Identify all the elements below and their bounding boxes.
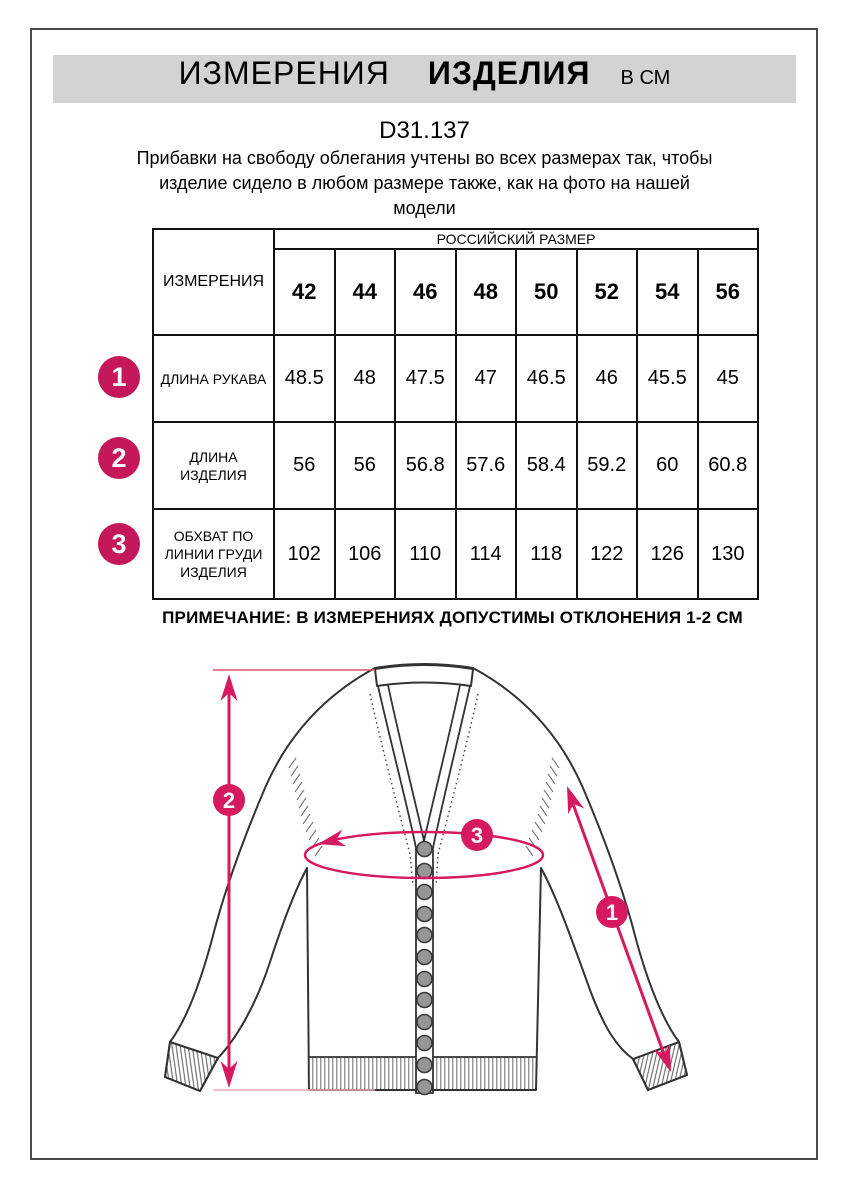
svg-text:3: 3 (470, 823, 484, 848)
cardigan-measurement-diagram (0, 640, 849, 1110)
row-label: ДЛИНА РУКАВА (153, 335, 274, 422)
cell-value: 46 (577, 335, 638, 422)
size-header: 42 (274, 249, 335, 335)
cell-value: 56 (335, 422, 396, 509)
hem-rib-left (309, 1057, 416, 1089)
cell-value: 122 (577, 509, 638, 599)
fit-description-line-3: модели (393, 198, 456, 218)
table-row-chest-girth (153, 509, 758, 599)
cell-value: 110 (395, 509, 456, 599)
size-header: 46 (395, 249, 456, 335)
row-label: ДЛИНА ИЗДЕЛИЯ (153, 422, 274, 509)
size-table (152, 228, 759, 600)
diagram-badge-2 (213, 784, 245, 816)
fit-description-line-2: изделие сидело в любом размере также, как на фото на нашей (159, 173, 690, 193)
cell-value: 45 (698, 335, 759, 422)
title-word-product: ИЗДЕЛИЯ (427, 55, 591, 91)
model-code: D31.137 (379, 117, 470, 144)
cell-value: 102 (274, 509, 335, 599)
cell-value: 118 (516, 509, 577, 599)
fit-description-line-1: Прибавки на свободу облегания учтены во всех размерах так, чтобы (136, 148, 713, 168)
svg-text:1: 1 (605, 900, 619, 925)
cell-value: 56.8 (395, 422, 456, 509)
size-header: 52 (577, 249, 638, 335)
row-number-badge-2: 2 (98, 437, 140, 479)
tolerance-note: ПРИМЕЧАНИЕ: В ИЗМЕРЕНИЯХ ДОПУСТИМЫ ОТКЛОНЕНИЯ 1-2 СМ (162, 608, 743, 627)
title-units: В СМ (620, 67, 671, 89)
cell-value: 59.2 (577, 422, 638, 509)
size-header: 56 (698, 249, 759, 335)
cell-value: 60.8 (698, 422, 759, 509)
row-number-badge-1: 1 (98, 356, 140, 398)
size-header: 44 (335, 249, 396, 335)
cell-value: 58.4 (516, 422, 577, 509)
row-label: ОБХВАТ ПО ЛИНИИ ГРУДИ ИЗДЕЛИЯ (153, 509, 274, 599)
cell-value: 45.5 (637, 335, 698, 422)
hem-rib-right (433, 1057, 536, 1089)
diagram-badge-1 (596, 896, 628, 928)
fit-description (0, 146, 849, 221)
size-header: 54 (637, 249, 698, 335)
size-header: 50 (516, 249, 577, 335)
cell-value: 60 (637, 422, 698, 509)
table-corner-header: ИЗМЕРЕНИЯ (153, 229, 274, 335)
cell-value: 106 (335, 509, 396, 599)
cell-value: 47 (456, 335, 517, 422)
cell-value: 48.5 (274, 335, 335, 422)
table-row-sleeve-length (153, 335, 758, 422)
cell-value: 130 (698, 509, 759, 599)
cell-value: 47.5 (395, 335, 456, 422)
cell-value: 48 (335, 335, 396, 422)
table-row-garment-length (153, 422, 758, 509)
cell-value: 57.6 (456, 422, 517, 509)
title-word-measurements: ИЗМЕРЕНИЯ (178, 55, 390, 91)
cell-value: 126 (637, 509, 698, 599)
cell-value: 114 (456, 509, 517, 599)
collar-band (375, 665, 473, 686)
title-bar (53, 55, 796, 103)
table-group-header: РОССИЙСКИЙ РАЗМЕР (274, 229, 758, 249)
row-number-badge-3: 3 (98, 523, 140, 565)
diagram-badge-3 (461, 819, 493, 851)
size-header: 48 (456, 249, 517, 335)
svg-text:2: 2 (222, 788, 236, 813)
cell-value: 56 (274, 422, 335, 509)
cell-value: 46.5 (516, 335, 577, 422)
